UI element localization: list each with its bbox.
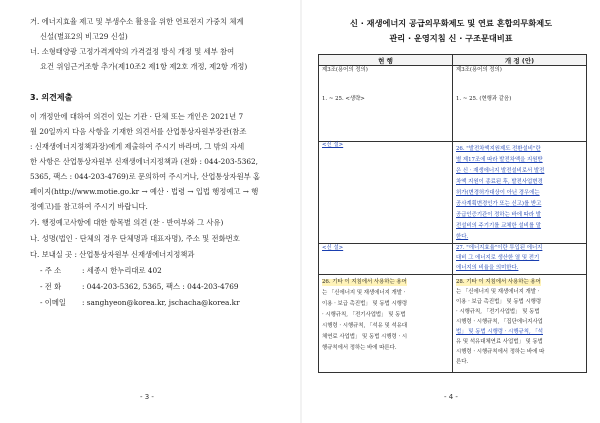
opinion-item: 나. 성명(법인 · 단체의 경우 단체명과 대표자명), 주소 및 전화번호 xyxy=(30,234,240,243)
unchanged-items: 1. ~ 25. (현행과 같음) xyxy=(456,96,512,102)
column-header-current: 현 행 xyxy=(319,55,453,66)
new-clause-line: 에너지의 비율을 의미한다. xyxy=(456,265,519,271)
article-heading: 제3조(용어의 정의) xyxy=(322,67,368,73)
page-number: - 4 - xyxy=(444,393,458,401)
page-subtitle: 관리 · 운영지침 신 · 구조문대비표 xyxy=(389,33,513,43)
new-clause-line: 한다. xyxy=(456,234,469,240)
clause-line: 28. 기타 이 지침에서 사용하는 용어 xyxy=(456,279,541,285)
new-clause-line: 공급인증기관이 정하는 바에 따라 발 xyxy=(456,212,541,218)
contact-email-label: - 이메일 xyxy=(40,298,66,307)
paragraph-line: : 신재생에너지정책과장)에게 제출하여 주시기 바라며, 그 밖의 자세 xyxy=(30,142,245,151)
clause-line: 시행령 · 시행규칙, 「집단에너지사업 xyxy=(456,319,543,325)
paragraph-line: 정예고)를 참고하여 주시기 바랍니다. xyxy=(30,202,148,211)
new-clause-line: 대비 그 에너지로 생산한 열 및 전기 xyxy=(456,255,540,261)
row-divider xyxy=(319,274,452,275)
clause-line: · 시행규칙, 「전기사업법」 및 동법 xyxy=(322,312,406,318)
comparison-table xyxy=(318,54,587,373)
clause-line: 이용 · 보급 촉진법」 및 동법 시행령 xyxy=(322,301,408,307)
column-header-revised: 개 정 (안) xyxy=(453,55,587,66)
amendment-item: 거. 에너지효율 제고 및 부생수소 활용을 위한 연료전지 가중치 체계 xyxy=(30,17,244,26)
opinion-item: 다. 보내실 곳 : 산업통상자원부 신재생에너지정책과 xyxy=(30,250,195,259)
paragraph-line: 한 사항은 산업통상자원부 신재생에너지정책과 (전화 : 044-203-5362, xyxy=(30,157,258,166)
document-page-4 xyxy=(302,0,600,423)
contact-address-value: : 세종시 한누리대로 402 xyxy=(82,266,162,275)
clause-line: 시행령 · 시행규칙에서 정하는 바에 따 xyxy=(456,349,545,355)
omitted-items: 1. ~ 25. <생략> xyxy=(322,96,365,102)
paragraph-line: 5365, 팩스 : 044-203-4769)로 문의하여 주시거나, 산업통상자원부 홈 xyxy=(30,172,261,181)
clause-line: 는 「신에너지 및 재생에너지 개발 · xyxy=(322,290,406,296)
amendment-item-continued: 신설(별표2의 비고29 신설) xyxy=(40,32,128,41)
paragraph-line: 월 20일까지 다음 사항을 기재한 의견서를 산업통상자원부장관(참조 xyxy=(30,127,247,136)
row-divider xyxy=(453,141,586,142)
row-divider xyxy=(319,243,452,244)
section-heading: 3. 의견제출 xyxy=(30,93,73,102)
new-clause-marker: <신 설> xyxy=(322,245,344,251)
clause-line: 26. 기타 이 지침에서 사용하는 용어 xyxy=(322,279,407,285)
new-clause-line: 은 신 · 재생에너지 발전설비로서 발전 xyxy=(456,168,545,174)
new-clause-line: 별 제17조에 따라 발전차액을 지원받 xyxy=(456,157,543,163)
contact-phone-label: - 전 화 xyxy=(40,282,62,291)
contact-email-value: : sanghyeon@korea.kr, jschacha@korea.kr xyxy=(82,298,240,307)
page-title: 신 · 재생에너지 공급의무화제도 및 연료 혼합의무화제도 xyxy=(349,18,553,28)
paragraph-line: 이 개정안에 대하여 의견이 있는 기관 · 단체 또는 개인은 2021년 7 xyxy=(30,112,244,121)
clause-line: 는 「신에너지 및 재생에너지 개발 · xyxy=(456,289,540,295)
amendment-item: 너. 소형태양광 고정가격계약의 가격결정 방식 개정 및 세부 참여 xyxy=(30,47,235,56)
contact-phone-value: : 044-203-5362, 5365, 팩스 : 044-203-4769 xyxy=(82,282,239,291)
contact-address-label: - 주 소 xyxy=(40,266,62,275)
new-clause-line: 차액 지원이 종료된 후, 발전사업변경 xyxy=(456,179,543,185)
clause-line: 유 및 석유대체연료 사업법」 및 동법 xyxy=(456,339,543,345)
clause-line: 행규칙에서 정하는 바에 따른다. xyxy=(322,345,397,351)
clause-line: 이용 · 보급 촉진법」 및 동법 시행령 xyxy=(456,299,542,305)
clause-line: 른다. xyxy=(456,359,469,365)
clause-line: 법」 및 동법 시행령 · 시행규칙, 「석 xyxy=(456,329,543,335)
new-clause-line: 26. "발전차액지원제도 전환설비"란 xyxy=(456,146,541,152)
new-clause-line: 허가(변경허가대상이 아닌 경우에는 xyxy=(456,190,540,196)
row-divider xyxy=(453,243,586,244)
opinion-item: 가. 행정예고사항에 대한 항목별 의견 (찬 · 반여부와 그 사유) xyxy=(30,218,224,227)
clause-line: · 시행규칙, 「전기사업법」 및 동법 xyxy=(456,309,540,315)
new-clause-line: 공사계획변경인가 또는 신고)를 받고 xyxy=(456,201,542,207)
page-number: - 3 - xyxy=(140,393,154,401)
row-divider xyxy=(453,274,586,275)
revised-text-column xyxy=(453,66,587,373)
clause-line: 시행령 · 시행규칙, 「석유 및 석유대 xyxy=(322,323,408,329)
paragraph-line: 페이지(http://www.motie.go.kr → 예산 · 법령 → 입법 행정예고 → 행 xyxy=(30,187,259,196)
new-clause-marker: <신 설> xyxy=(322,142,344,148)
amendment-item-continued: 요건 위임근거조항 추가(제10조2 제1항 제2호 개정, 제2항 개정) xyxy=(40,62,248,71)
current-text-column xyxy=(319,66,453,373)
article-heading: 제3조(용어의 정의) xyxy=(456,67,502,73)
new-clause-line: 전설비의 주기기를 교체한 설비를 말 xyxy=(456,223,541,229)
clause-line: 체연료 사업법」 및 동법 시행령 · 시 xyxy=(322,334,408,340)
new-clause-line: 27. "에너지효율"이란 투입된 에너지 xyxy=(456,245,543,251)
